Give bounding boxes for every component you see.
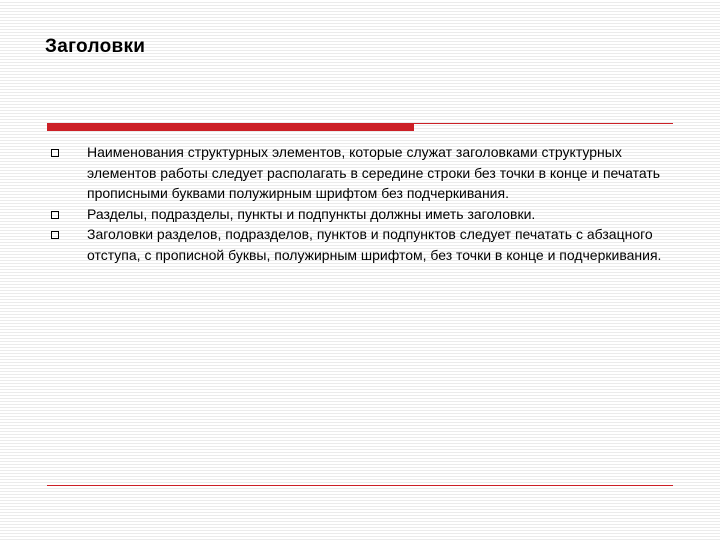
bullet-item-headings-placement bbox=[47, 142, 673, 204]
title-divider-line bbox=[414, 123, 673, 124]
footer-divider-line bbox=[47, 485, 673, 486]
bullet-list bbox=[47, 142, 673, 265]
hollow-square-icon bbox=[51, 149, 59, 157]
hollow-square-icon bbox=[51, 231, 59, 239]
bullet-item-headings-format bbox=[47, 224, 673, 265]
hollow-square-icon bbox=[51, 211, 59, 219]
bullet-text: Наименования структурных элементов, которые служат заголовками структурных элементов работы следует располагать в середине строки без точки в конце и печатать прописными буквами полужирным шрифтом без подчеркивания. bbox=[87, 144, 661, 201]
bullet-item-sections-headings bbox=[47, 204, 673, 225]
slide-title: Заголовки bbox=[45, 36, 146, 57]
title-accent-bar bbox=[47, 123, 414, 131]
bullet-text: Разделы, подразделы, пункты и подпункты должны иметь заголовки. bbox=[87, 205, 536, 222]
bullet-text: Заголовки разделов, подразделов, пунктов и подпунктов следует печатать с абзацного отступа, с прописной буквы, полужирным шрифтом, без точки в конце и подчеркивания. bbox=[87, 226, 662, 263]
